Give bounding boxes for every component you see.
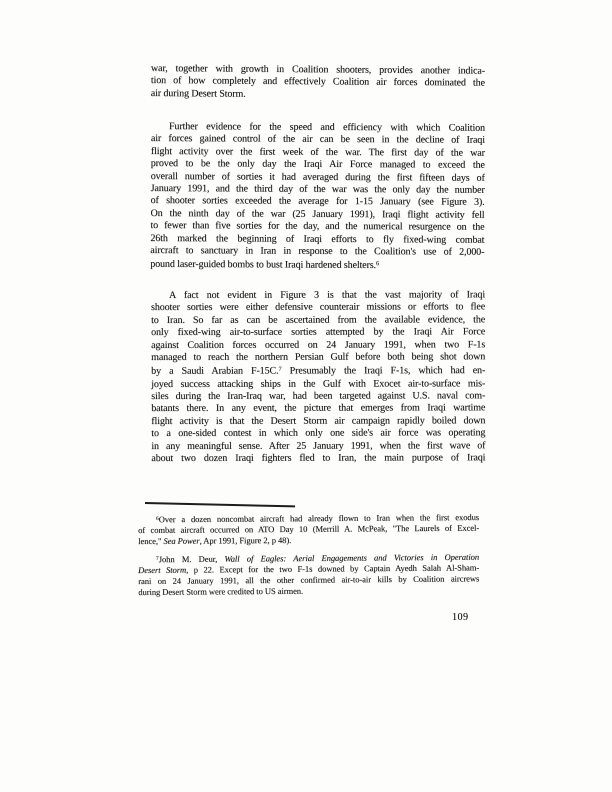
text-segment: On the ninth day of the war (25 January 1991), Iraqi flight activity fell — [150, 207, 485, 221]
footnote-reference-superscript: 6 — [156, 515, 159, 522]
text-line — [151, 88, 485, 103]
text-segment: by a Saudi Arabian F-15C. — [151, 365, 279, 378]
text-segment: Further evidence for the speed and efficiency with which Coalition — [168, 121, 485, 134]
text-line — [151, 314, 485, 327]
text-segment: to Iran. So far as can be ascertained from the available evidence, the — [151, 314, 486, 326]
text-segment: about two dozen Iraqi fighters fled to Iran, the main purpose of Iraqi — [151, 452, 486, 465]
text-segment: , p 22. Except for the two F-1s downed by Captain Ayedh Salah Al-Sham- — [186, 562, 480, 575]
text-segment: lence," — [138, 535, 164, 546]
body-paragraph-3 — [151, 289, 485, 465]
text-line — [151, 378, 485, 391]
text-segment: John M. Deur, — [158, 553, 225, 565]
text-segment: flight activity is that the Desert Storm air campaign rapidly boiled down — [151, 415, 486, 427]
footnote-reference-superscript: 7 — [156, 555, 159, 562]
text-segment: Presumably the Iraqi F-1s, which had en- — [281, 365, 486, 377]
text-segment: air during Desert Storm. — [150, 87, 246, 100]
text-segment: January 1991, and the third day of the war was the only day the number — [150, 183, 485, 196]
text-line — [151, 403, 485, 416]
text-line — [151, 351, 485, 364]
footnote-reference-superscript: 7 — [278, 366, 282, 374]
text-segment: to a one-sided contest in which only one side's air force was operating — [151, 427, 486, 440]
text-segment: A fact not evident in Figure 3 is that the vast majority of Iraqi — [168, 289, 486, 301]
text-line — [151, 415, 485, 428]
text-line — [138, 584, 479, 597]
text-segment: joyed success attacking ships in the Gulf with Exocet air-to-surface mis- — [151, 377, 486, 390]
text-line — [151, 428, 485, 441]
text-line — [151, 452, 485, 465]
text-line — [151, 327, 485, 340]
text-segment: air forces gained control of the air can be seen in the decline of Iraqi — [150, 133, 485, 147]
text-segment: only fixed-wing air-to-surface sorties attempted by the Iraqi Air Force — [151, 326, 486, 339]
footnote-separator-rule — [145, 502, 295, 507]
text-segment: rani on 24 January 1991, all the other confirmed air-to-air kills by Coalition aircrews — [138, 573, 480, 586]
text-segment: of shooter sorties exceeded the average for 1-15 January (see Figure 3). — [150, 195, 485, 209]
text-segment: siles during the Iran-Iraq war, had been targeted against U.S. naval com- — [151, 390, 486, 403]
text-line — [151, 364, 485, 379]
text-line — [151, 339, 485, 352]
text-segment: shooter sorties were either defensive counterair missions or efforts to flee — [151, 301, 486, 314]
text-line — [150, 257, 484, 273]
footnote-reference-superscript: 6 — [375, 260, 380, 268]
text-segment: pound laser-guided bombs to bust Iraqi hardened shelters. — [150, 259, 376, 272]
text-segment: war, together with growth in Coalition shooters, provides another indica- — [150, 63, 485, 77]
text-line — [151, 440, 485, 453]
text-segment: 26th marked the beginning of Iraqi efforts to fly fixed-wing combat — [150, 232, 485, 246]
text-segment: overall number of sorties it had averaged during the first fifteen days of — [150, 170, 485, 184]
italic-text-segment: Wall of Eagles: Aerial Engagements and Victories in Operation — [224, 551, 480, 564]
text-segment: to fewer than five sorties for the day, and the numerical resurgence on the — [150, 220, 485, 233]
text-segment: in any meaningful sense. After 25 January 1991, when the first wave of — [151, 439, 486, 452]
text-segment: during Desert Storm were credited to US airmen. — [138, 585, 304, 597]
footnote-6 — [138, 512, 479, 547]
text-segment: Over a dozen noncombat aircraft had already flown to Iran when the first exodus — [158, 511, 480, 525]
italic-text-segment: Sea Power — [163, 535, 200, 546]
text-segment: , Apr 1991, Figure 2, p 48). — [199, 534, 292, 546]
italic-text-segment: Desert Storm — [138, 564, 187, 576]
text-segment: proved to be the only day the Iraqi Air Force managed to exceed the — [150, 158, 485, 171]
text-segment: aircraft to sanctuary in Iran in response to the Coalition's use of 2,000- — [150, 245, 485, 258]
text-line — [138, 534, 479, 547]
body-paragraph-2 — [150, 121, 485, 273]
text-segment: managed to reach the northern Persian Gulf before both being shot down — [151, 351, 486, 364]
text-line — [151, 302, 485, 315]
body-paragraph-1 — [151, 63, 485, 103]
text-segment: against Coalition forces occurred on 24 January 1991, when two F-1s — [151, 338, 486, 351]
footnote-7 — [138, 551, 479, 597]
page-number: 109 — [452, 612, 469, 623]
text-segment: tion of how completely and effectively Coalition air forces dominated the — [150, 75, 485, 90]
text-segment: batants there. In any event, the picture that emerges from Iraqi wartime — [151, 402, 486, 415]
text-segment: of combat aircraft occurred on ATO Day 10 (Merrill A. McPeak, "The Laurels of Excel- — [138, 522, 480, 536]
text-segment: flight activity over the first week of the war. The first day of the war — [150, 145, 485, 159]
